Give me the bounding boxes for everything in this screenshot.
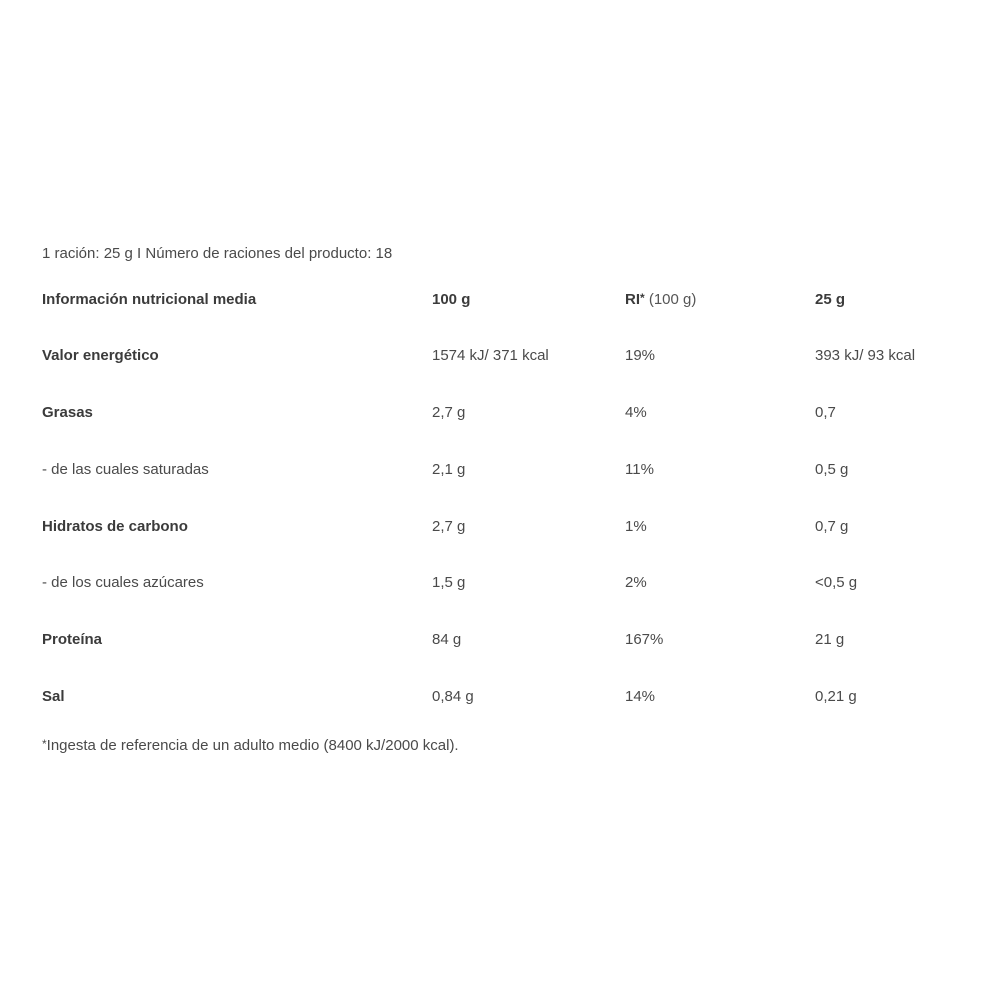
row-value-100g: 1,5 g — [432, 574, 466, 591]
table-row-salt — [42, 688, 972, 708]
table-header-row — [42, 291, 972, 311]
header-nutrition-info: Información nutricional media — [42, 291, 257, 308]
footnote-text: Ingesta de referencia de un adulto medio (8400 kJ/2000 kcal). — [46, 737, 459, 754]
header-ri-asterisk: * — [640, 291, 645, 305]
row-value-25g: 0,21 g — [815, 688, 857, 705]
row-value-100g: 0,84 g — [432, 688, 474, 705]
header-ri-abbr: RI — [625, 291, 640, 308]
row-value-25g: 393 kJ/ 93 kcal — [815, 347, 916, 364]
row-value-100g: 2,7 g — [432, 518, 466, 535]
table-row-carbohydrates — [42, 518, 972, 538]
row-value-ri: 2% — [625, 574, 647, 591]
table-row-sugars — [42, 574, 972, 594]
header-per-25g: 25 g — [815, 291, 846, 308]
row-value-ri: 14% — [625, 688, 656, 705]
row-value-ri: 19% — [625, 347, 656, 364]
header-ri — [625, 291, 696, 309]
row-value-25g: 0,7 — [815, 404, 836, 421]
row-value-100g: 2,1 g — [432, 461, 466, 478]
table-row-fat — [42, 404, 972, 424]
footnote-asterisk: * — [42, 737, 47, 751]
row-value-100g: 2,7 g — [432, 404, 466, 421]
serving-info-line: 1 ración: 25 g I Número de raciones del producto: 18 — [42, 245, 393, 262]
table-row-energy — [42, 347, 972, 367]
row-value-ri: 4% — [625, 404, 647, 421]
row-value-25g: 0,7 g — [815, 518, 849, 535]
table-row-protein — [42, 631, 972, 651]
row-value-ri: 1% — [625, 518, 647, 535]
header-ri-note: (100 g) — [644, 291, 697, 308]
row-value-100g: 84 g — [432, 631, 462, 648]
row-label: Grasas — [42, 404, 93, 421]
header-per-100g: 100 g — [432, 291, 471, 308]
row-label: Valor energético — [42, 347, 159, 364]
row-value-ri: 11% — [625, 461, 654, 478]
reference-intake-footnote — [42, 737, 459, 755]
row-value-100g: 1574 kJ/ 371 kcal — [432, 347, 549, 364]
row-label: Hidratos de carbono — [42, 518, 188, 535]
row-label: Proteína — [42, 631, 103, 648]
row-value-25g: 0,5 g — [815, 461, 849, 478]
row-label: - de las cuales saturadas — [42, 461, 209, 478]
row-label: - de los cuales azúcares — [42, 574, 204, 591]
table-row-saturated-fat — [42, 461, 972, 481]
row-value-ri: 167% — [625, 631, 664, 648]
row-value-25g: <0,5 g — [815, 574, 858, 591]
row-value-25g: 21 g — [815, 631, 845, 648]
row-label: Sal — [42, 688, 65, 705]
